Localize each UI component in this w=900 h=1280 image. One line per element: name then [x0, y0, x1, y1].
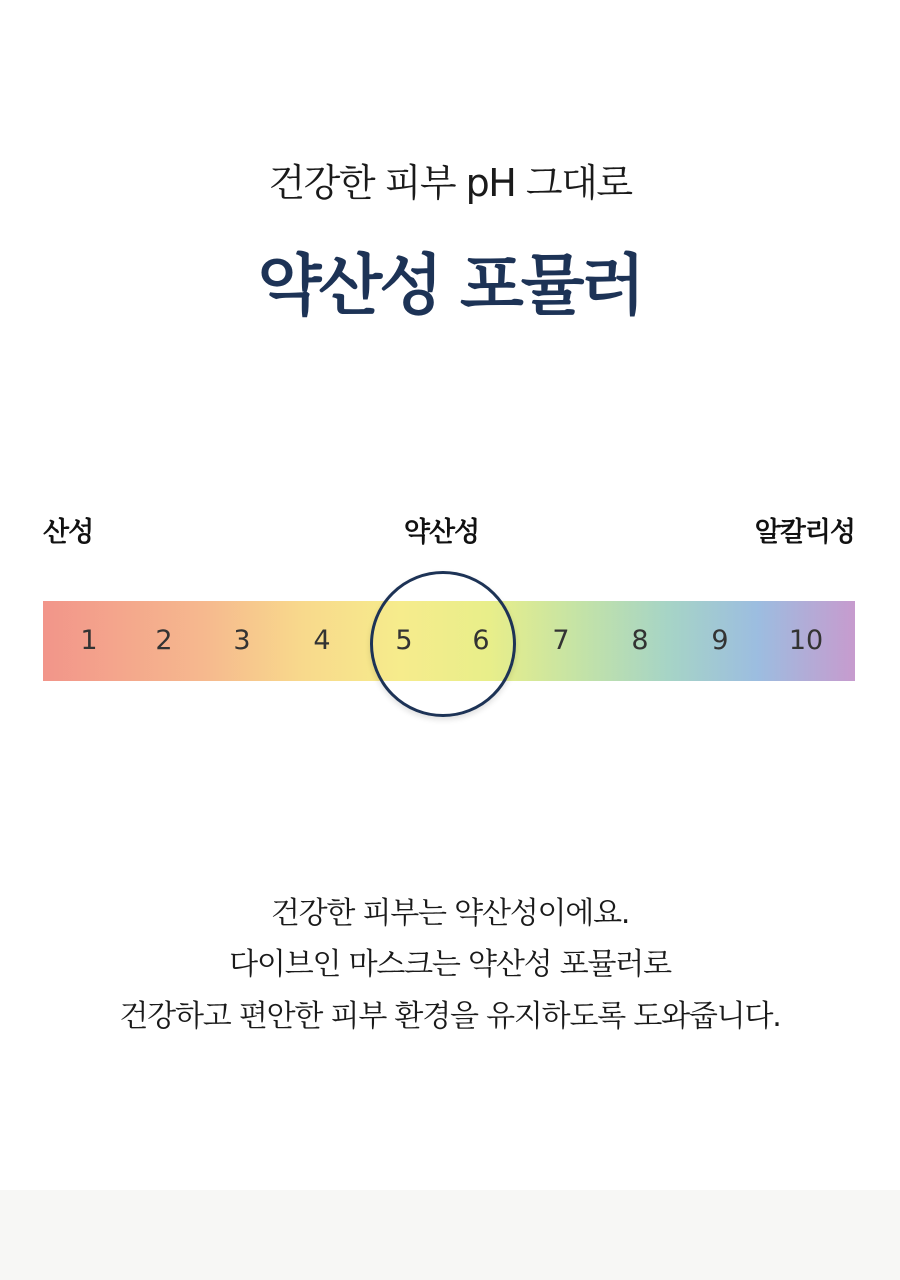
ph-number: 4 [313, 625, 331, 656]
ph-number: 5 [395, 625, 413, 656]
description-line: 건강한 피부는 약산성이에요. [270, 896, 630, 931]
page-subtitle: 건강한 피부 pH 그대로 [268, 161, 632, 205]
alkaline-label: 알칼리성 [754, 517, 855, 548]
ph-number: 9 [711, 625, 729, 656]
ph-number: 1 [80, 625, 98, 656]
ph-number: 8 [631, 625, 649, 656]
page-title: 약산성 포뮬러 [257, 247, 643, 324]
ph-number: 2 [155, 625, 173, 656]
weak-acidic-label: 약산성 [403, 517, 480, 548]
ph-number: 3 [233, 625, 251, 656]
ph-number: 7 [552, 625, 570, 656]
ph-number: 10 [788, 625, 824, 656]
footer-band [0, 1190, 900, 1280]
acidic-label: 산성 [43, 517, 94, 548]
description-line: 건강하고 편안한 피부 환경을 유지하도록 도와줍니다. [119, 999, 781, 1034]
weak-acidic-highlight-ring [370, 571, 516, 717]
ph-number: 6 [472, 625, 490, 656]
description-line: 다이브인 마스크는 약산성 포뮬러로 [229, 947, 671, 982]
